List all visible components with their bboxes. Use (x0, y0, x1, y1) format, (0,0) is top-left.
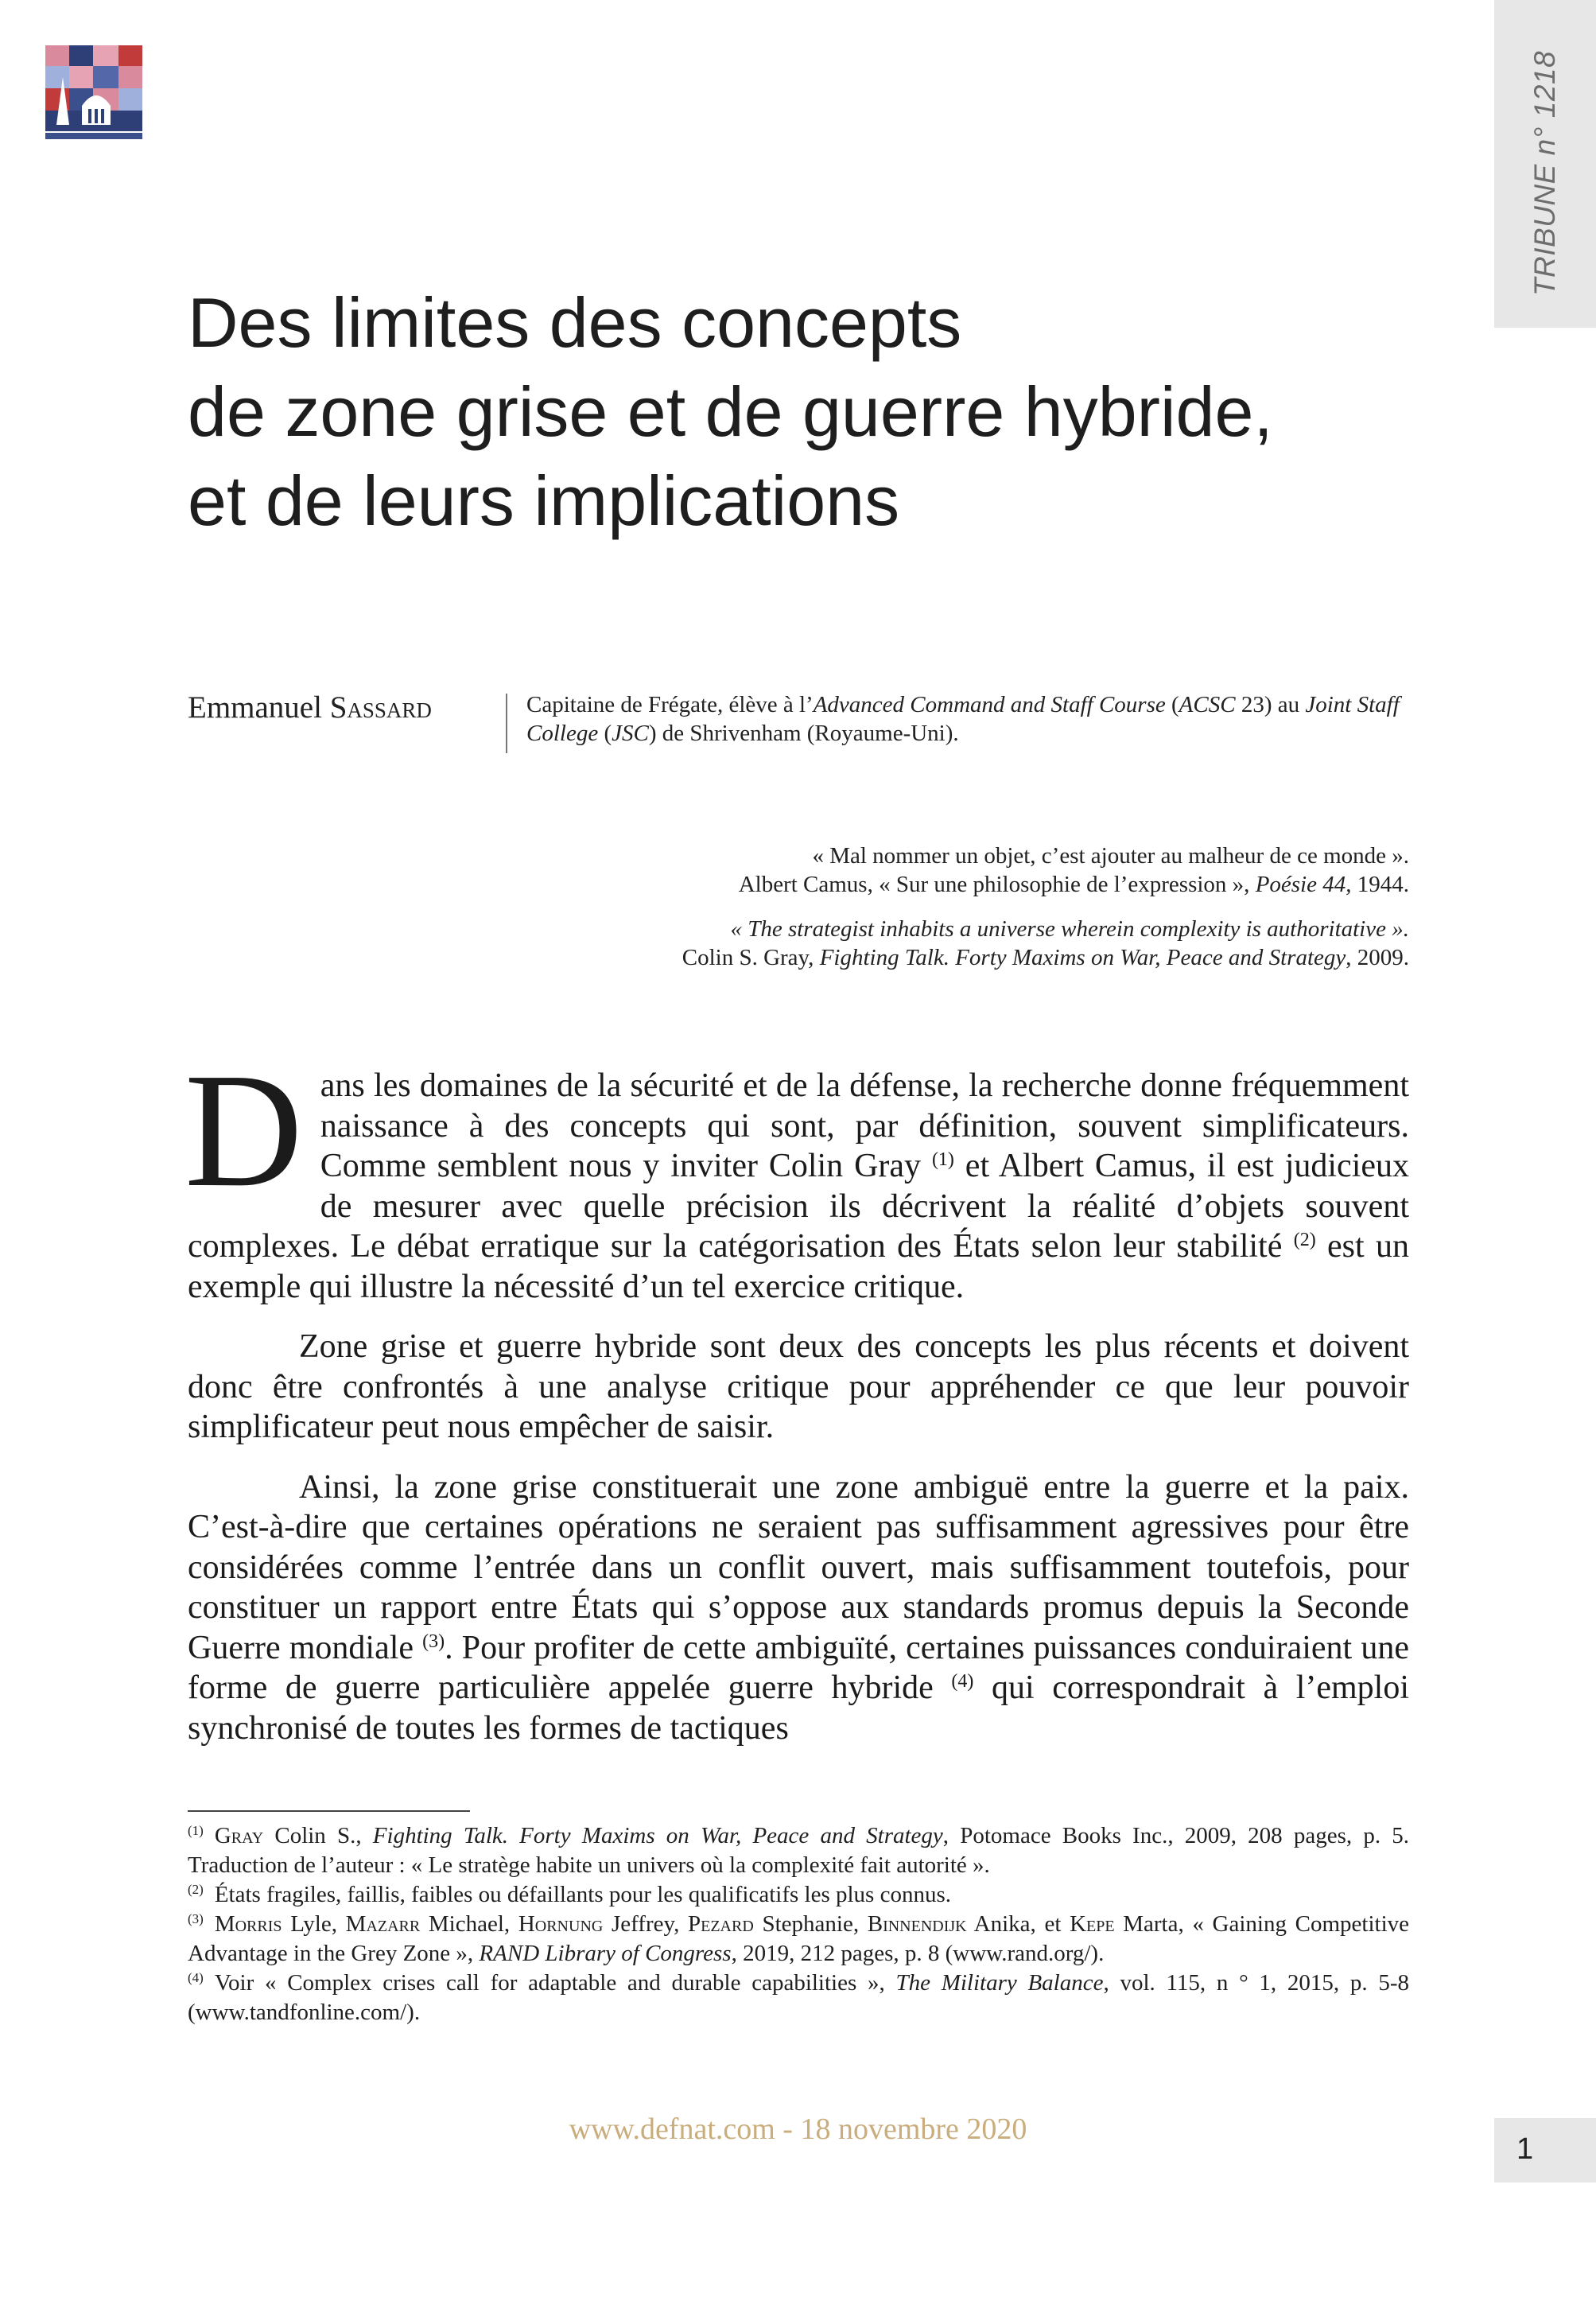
footnote-2: $^{(2)}$ États fragiles, faillis, faibles ou défaillants pour les qualificatifs les plus connus. (188, 1882, 951, 1907)
footnote-4: $^{(4)}$ Voir « Complex crises call for adaptable and durable capabilities », The Military Balance, vol. 115, n ° 1, 2015, p. 5-8 (www.tandfonline.com/). (188, 1970, 1409, 2025)
drop-cap: D (184, 1039, 303, 1221)
epigraph-source: Albert Camus, « Sur une philosophie de l’expression », Poésie 44, 1944. (738, 872, 1409, 897)
article-body (184, 1039, 1410, 1748)
epigraph-camus (557, 841, 1409, 899)
author-divider (506, 694, 507, 753)
tribune-label: TRIBUNE n° 1218 (1528, 50, 1561, 297)
footer-url-date[interactable]: www.defnat.com - 18 novembre 2020 (569, 2112, 1027, 2146)
author-bio: Capitaine de Frégate, élève à l’Advanced Command and Staff Course (ACSC 23) au Joint Staff College (JSC) de Shrivenham (Royaume-Uni). (526, 692, 1400, 746)
title-line-3: et de leurs implications (188, 461, 900, 540)
footnotes (188, 1821, 1409, 2027)
footnote-ref-1[interactable]: (1) (931, 1149, 954, 1170)
footnote-ref-4[interactable]: (4) (951, 1671, 974, 1692)
footnote-separator (188, 1810, 470, 1812)
tribune-side-tab (1494, 0, 1596, 328)
epigraphs (557, 841, 1409, 972)
footnote-1: $^{(1)}$ Gray Colin S., Fighting Talk. Forty Maxims on War, Peace and Strategy, Potomace Books Inc., 2009, 208 pages, p. 5. Traduction de l’auteur : « Le stratège habite un univers où la complexité fait autorité ». (188, 1823, 1409, 1878)
author-last-name: Sassard (329, 690, 432, 725)
epigraph-quote: « The strategist inhabits a universe wherein complexity is authoritative ». (730, 916, 1409, 942)
paragraph-3: Ainsi, la zone grise constituerait une zone ambiguë entre la guerre et la paix. C’est-à-dire que certaines opérations ne seraient pas suffisamment agressives pour être considérées comme l’entrée dans un conflit ouvert, mais suffisamment toutefois, pour constituer un rapport entre États qui s’oppose aux standards promus depuis la Seconde Guerre mondiale $^{(3)}$. Pour profiter de cette ambiguïté, certaines puissances conduiraient une forme de guerre particulière appelée guerre hybride $^{(4)}$ qui correspondrait à l’emploi synchronisé de toutes les formes de tactiques (188, 1468, 1410, 1747)
revue-logo (45, 45, 142, 141)
footnote-ref-2[interactable]: (2) (1293, 1230, 1316, 1250)
title-line-2: de zone grise et de guerre hybride, (188, 372, 1273, 451)
epigraph-gray (557, 915, 1409, 972)
paragraph-2: Zone grise et guerre hybride sont deux des concepts les plus récents et doivent donc être confrontés à une analyse critique pour appréhender ce que leur pouvoir simplificateur peut nous empêcher de saisir. (188, 1328, 1409, 1445)
page-number: 1 (1516, 2132, 1534, 2166)
page-number-tab (1494, 2118, 1596, 2182)
footnote-ref-3[interactable]: (3) (422, 1631, 445, 1652)
article-title (188, 278, 1492, 546)
title-line-1: Des limites des concepts (188, 283, 962, 362)
author-first-name: Emmanuel (188, 690, 322, 725)
epigraph-source: Colin S. Gray, Fighting Talk. Forty Maxims on War, Peace and Strategy, 2009. (682, 945, 1409, 970)
author-name (188, 690, 432, 725)
epigraph-quote: « Mal nommer un objet, c’est ajouter au malheur de ce monde ». (812, 843, 1409, 869)
footnote-3: $^{(3)}$ Morris Lyle, Mazarr Michael, Hornung Jeffrey, Pezard Stephanie, Binnendijk Anika, et Kepe Marta, « Gaining Competitive Advantage in the Grey Zone », RAND Library of Congress, 2019, 212 pages, p. 8 (www.rand.org/). (188, 1911, 1410, 1966)
paragraph-1: Dans les domaines de la sécurité et de la défense, la recherche donne fréquemment naissance à des concepts qui sont, par définition, souvent simplificateurs. Comme semblent nous y inviter Colin Gray $^{(1)}$ et Albert Camus, il est judicieux de mesurer avec quelle précision ils décrivent la réalité d’objets souvent complexes. Le débat erratique sur la catégorisation des États selon leur stabilité $^{(2)}$ est un exemple qui illustre la nécessité d’un tel exercice critique. (184, 1039, 1410, 1305)
